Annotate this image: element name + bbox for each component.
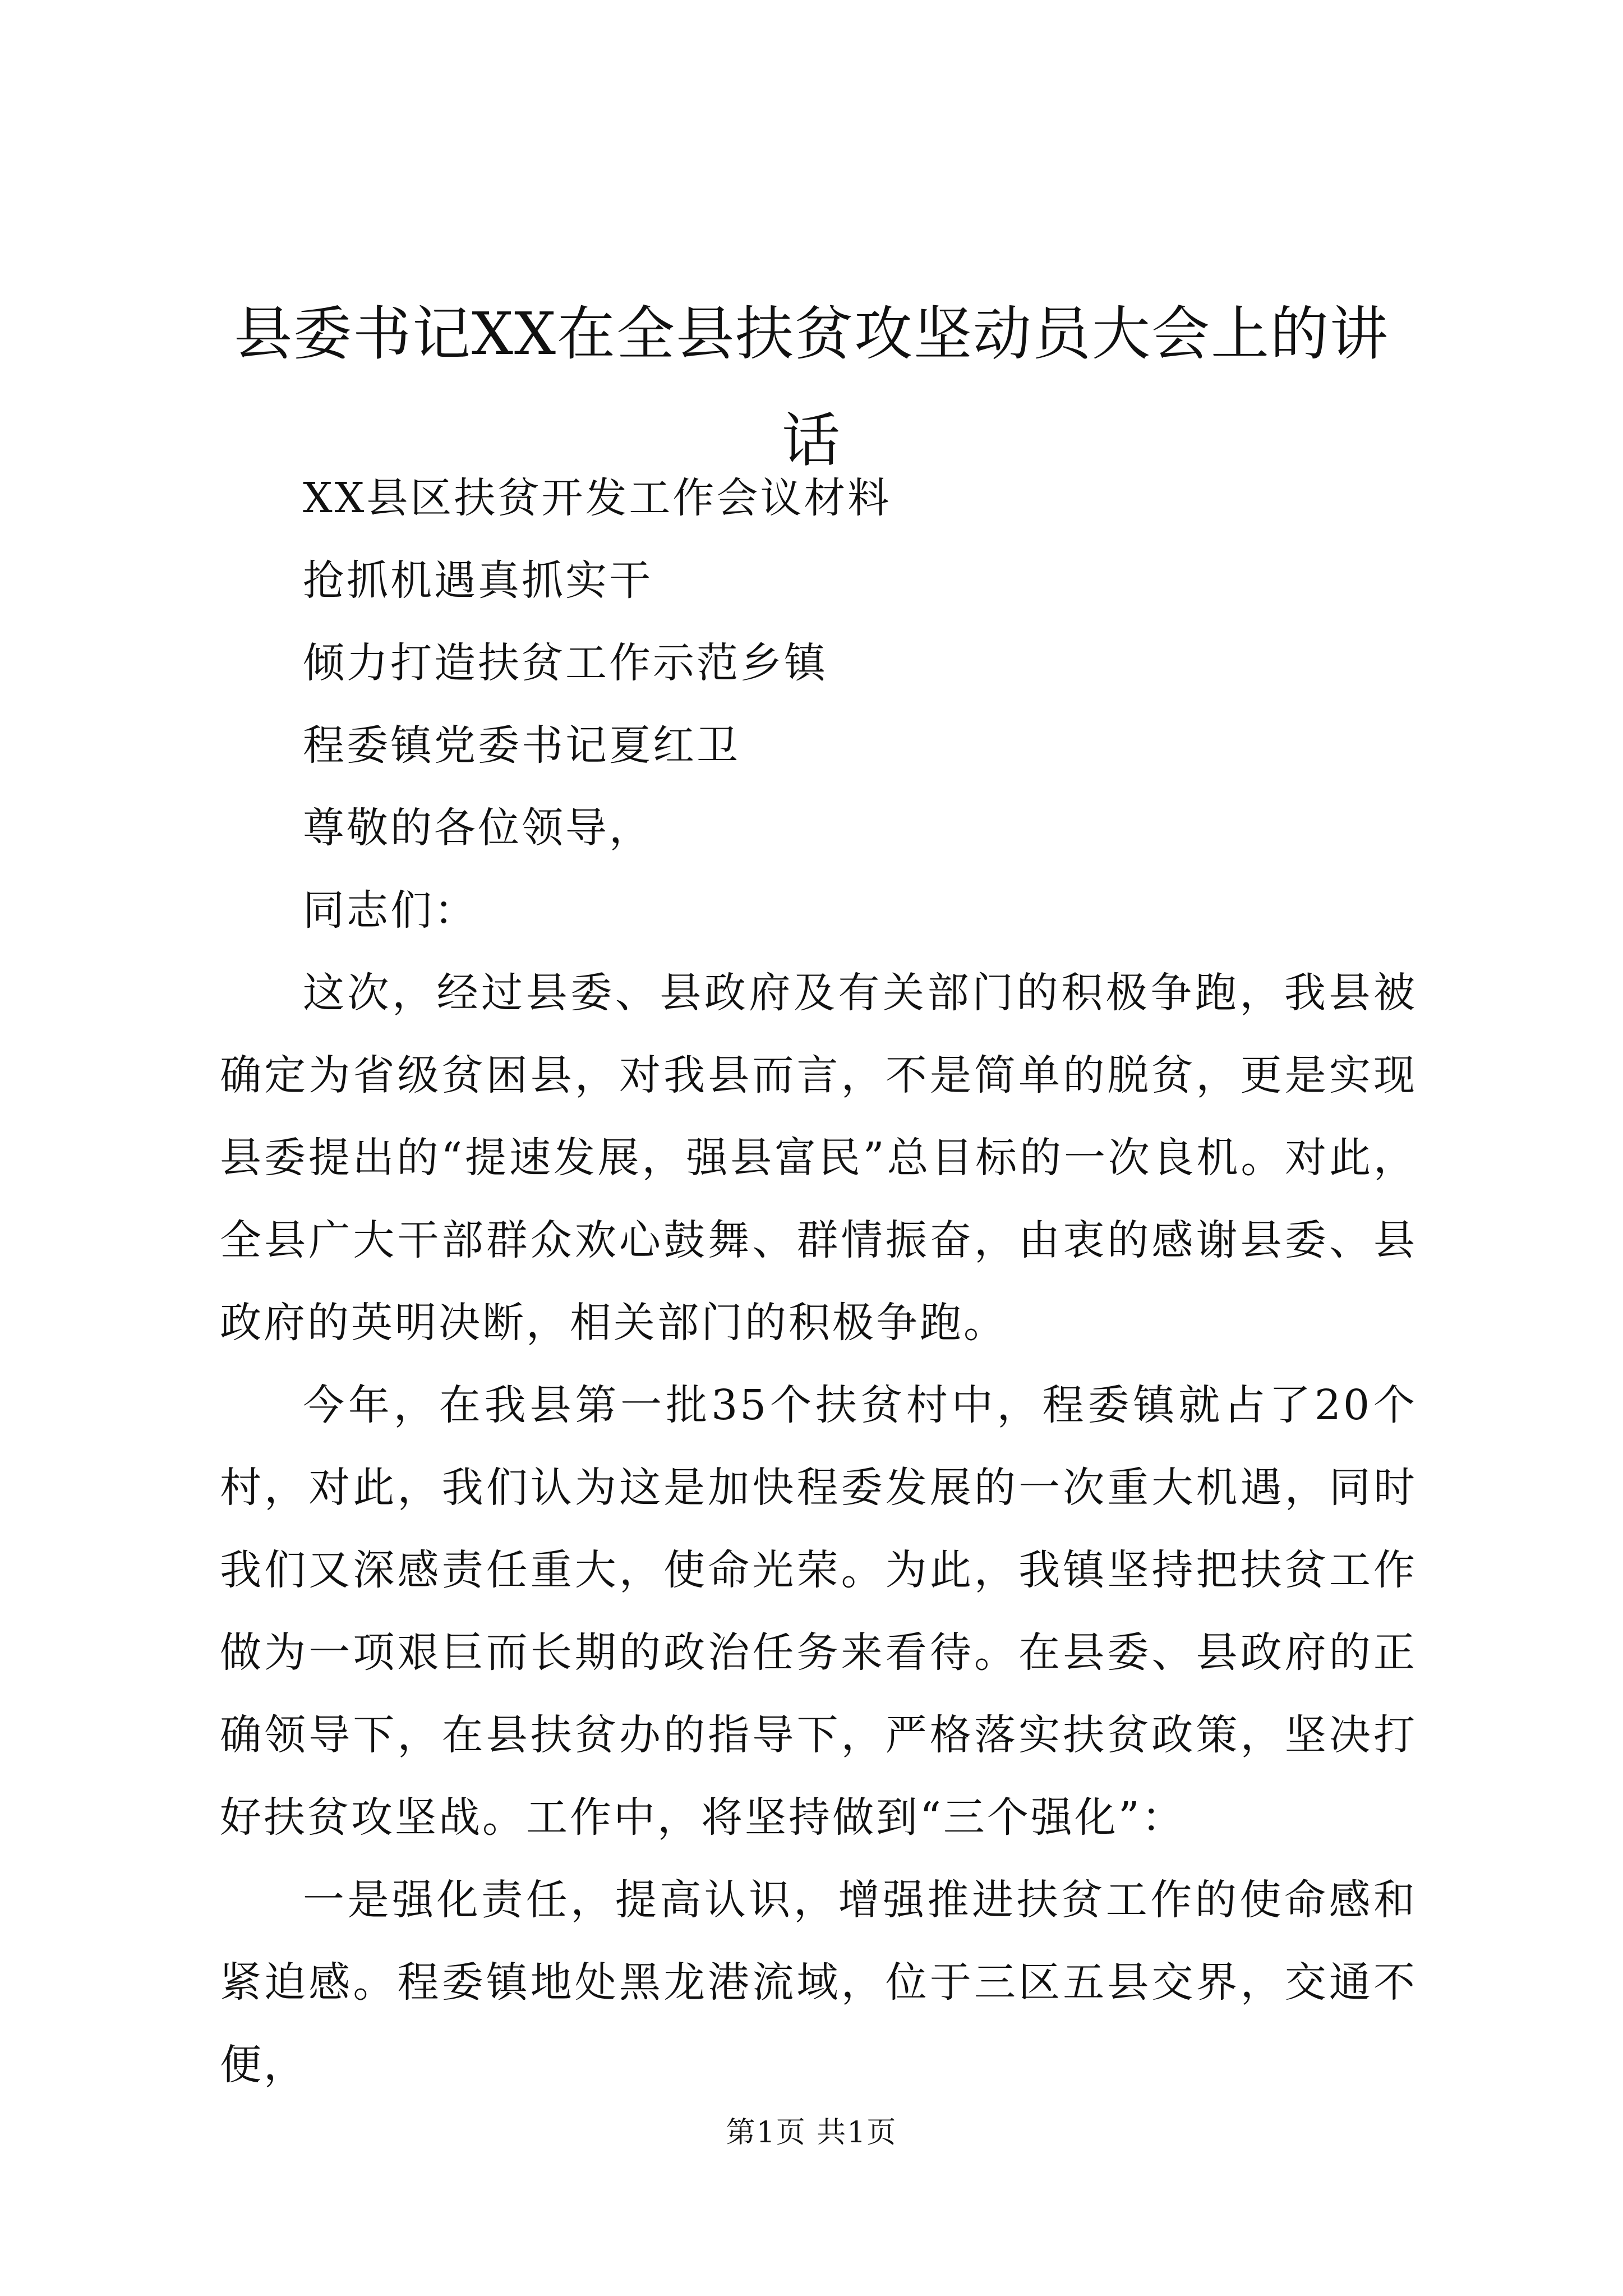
paragraph-body-3: 一是强化责任，提高认识，增强推进扶贫工作的使命感和紧迫感。程委镇地处黑龙港流域，位于三区五县交界，交通不便， (220, 1876, 1417, 2089)
paragraph-speaker: 程委镇党委书记夏红卫 (303, 721, 740, 770)
document-body (220, 457, 1417, 2106)
page-footer: 第1页 共1页 (726, 2116, 897, 2150)
paragraph-body-1: 这次，经过县委、县政府及有关部门的积极争跑，我县被确定为省级贫困县，对我县而言，不是简单的脱贫，更是实现县委提出的“提速发展，强县富民”总目标的一次良机。对此，全县广大干部群众欢心鼓舞、群情振奋，由衷的感谢县委、县政府的英明决断，相关部门的积极争跑。 (220, 969, 1417, 1347)
paragraph-salutation-1: 尊敬的各位领导， (303, 804, 653, 852)
paragraph-body-2: 今年，在我县第一批35个扶贫村中，程委镇就占了20个村，对此，我们认为这是加快程委发展的一次重大机遇，同时我们又深感责任重大，使命光荣。为此，我镇坚持把扶贫工作做为一项艰巨而长期的政治任务来看待。在县委、县政府的正确领导下，在县扶贫办的指导下，严格落实扶贫政策，坚决打好扶贫攻坚战。工作中，将坚持做到“三个强化”： (220, 1381, 1417, 1842)
document-title: 县委书记XX在全县扶贫攻坚动员大会上的讲话 (233, 300, 1390, 475)
paragraph-salutation-2: 同志们： (303, 886, 478, 935)
paragraph-subtitle-1: 抢抓机遇真抓实干 (303, 556, 653, 605)
paragraph-meeting-material: XX县区扶贫开发工作会议材料 (303, 474, 892, 522)
paragraph-subtitle-2: 倾力打造扶贫工作示范乡镇 (303, 639, 828, 687)
